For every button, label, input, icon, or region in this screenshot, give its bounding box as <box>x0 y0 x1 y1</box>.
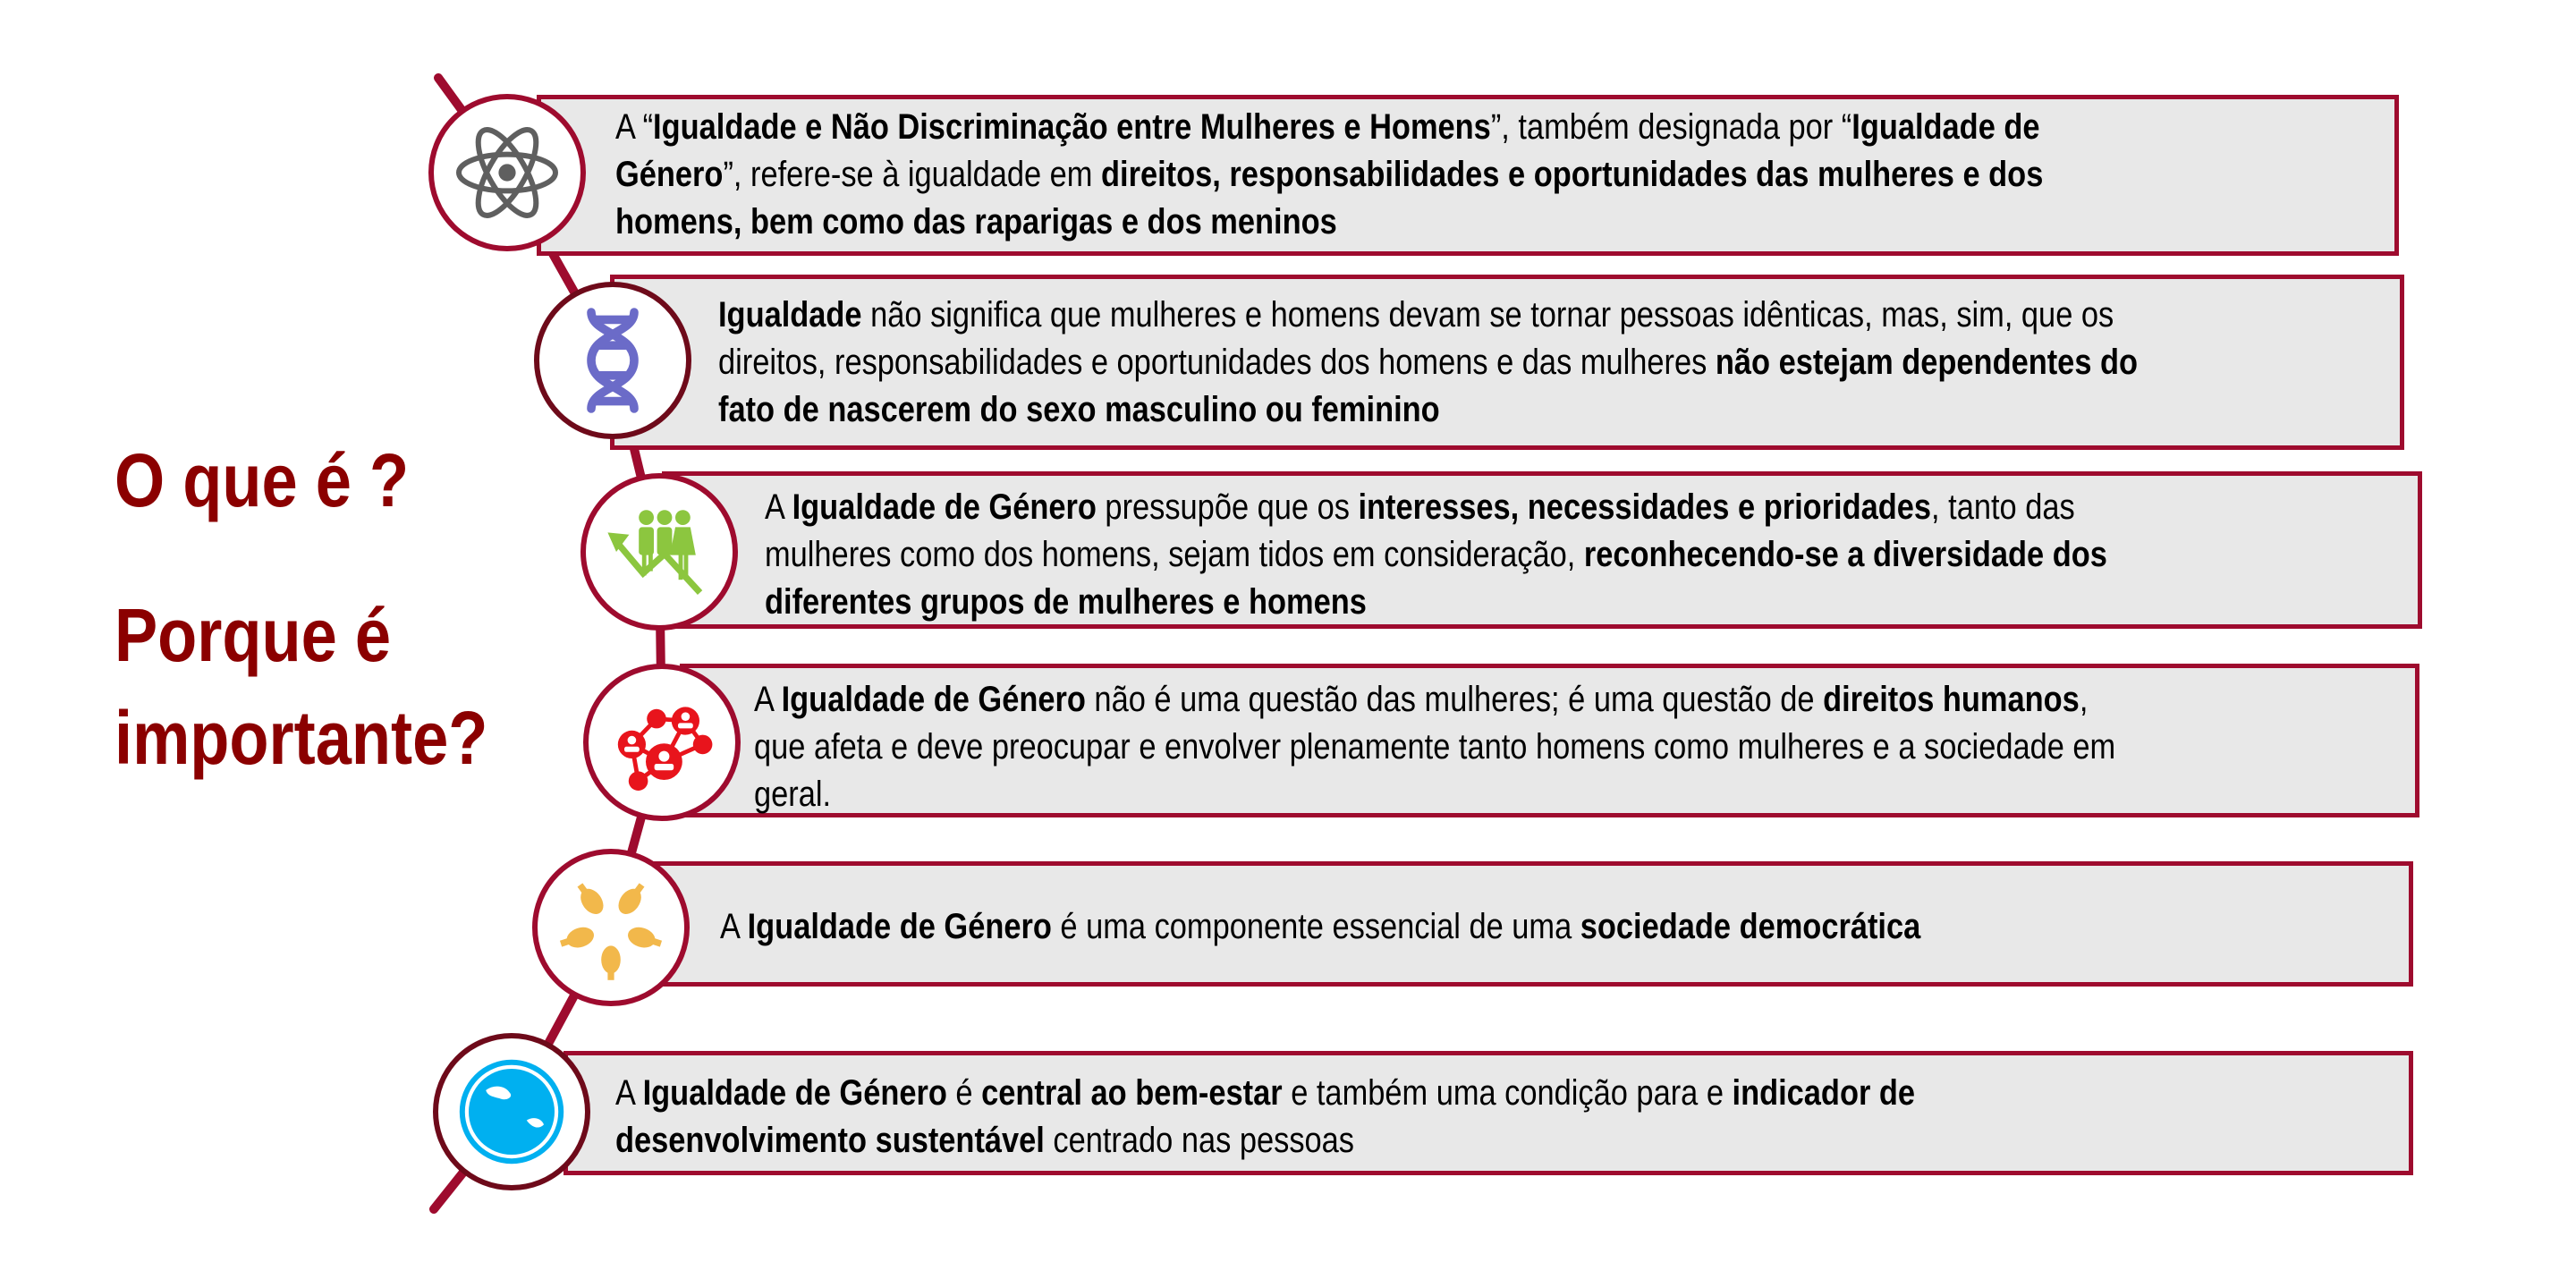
body-text: , <box>2079 680 2089 719</box>
icon-circle-1 <box>428 94 586 251</box>
statement-line <box>718 386 2138 434</box>
statement-line <box>720 903 1920 951</box>
statement-line <box>765 579 2107 626</box>
emphasis-text: homens, bem como das raparigas e dos meninos <box>615 202 1337 241</box>
body-text: A “ <box>615 107 654 147</box>
statement-text-6 <box>615 1070 1915 1165</box>
globe-icon <box>458 1058 565 1165</box>
hands-icon <box>557 874 665 981</box>
network-icon <box>608 689 716 796</box>
statement-line <box>615 199 2043 246</box>
body-text: não significa que mulheres e homens devam se tornar pessoas idênticas, mas, sim, que os <box>861 295 2114 335</box>
emphasis-text: central ao bem-estar <box>981 1073 1283 1113</box>
statement-line <box>615 1070 1915 1117</box>
statement-line <box>615 104 2043 151</box>
statement-line <box>718 339 2138 386</box>
heading-why-important-line2: importante? <box>114 696 488 780</box>
body-text: A <box>754 680 782 719</box>
body-text: e também uma condição para e <box>1282 1073 1733 1113</box>
icon-circle-4 <box>583 664 741 821</box>
emphasis-text: direitos, responsabilidades e oportunidades das mulheres e dos <box>1101 155 2044 194</box>
emphasis-text: fato de nascerem do sexo masculino ou feminino <box>718 390 1440 429</box>
statement-line <box>754 676 2115 724</box>
body-text: pressupõe que os <box>1096 487 1359 527</box>
body-text: não é uma questão das mulheres; é uma questão de <box>1085 680 1824 719</box>
emphasis-text: Igualdade de Género <box>747 907 1052 946</box>
body-text: ”, também designada por “ <box>1490 107 1852 147</box>
statement-line <box>754 724 2115 771</box>
body-text: mulheres como dos homens, sejam tidos em consideração, <box>765 535 1584 574</box>
emphasis-text: direitos humanos <box>1823 680 2080 719</box>
body-text: A <box>720 907 748 946</box>
emphasis-text: indicador de <box>1732 1073 1916 1113</box>
body-text: A <box>615 1073 643 1113</box>
emphasis-text: diferentes grupos de mulheres e homens <box>765 582 1367 622</box>
body-text: A <box>765 487 792 527</box>
emphasis-text: interesses, necessidades e prioridades <box>1358 487 1932 527</box>
statement-text-4 <box>754 676 2115 818</box>
emphasis-text: não estejam dependentes do <box>1715 343 2139 382</box>
statement-text-1 <box>615 104 2043 246</box>
statement-line <box>765 531 2107 579</box>
statement-text-5 <box>720 903 1920 951</box>
body-text: , tanto das <box>1931 487 2075 527</box>
statement-line <box>765 484 2107 531</box>
icon-circle-6 <box>433 1033 590 1190</box>
statement-text-3 <box>765 484 2107 626</box>
dna-icon <box>559 307 666 414</box>
emphasis-text: Igualdade de Género <box>781 680 1086 719</box>
statement-line <box>615 1117 1915 1165</box>
emphasis-text: Igualdade e Não Discriminação entre Mulheres e Homens <box>653 107 1491 147</box>
emphasis-text: sociedade democrática <box>1580 907 1921 946</box>
icon-circle-5 <box>532 849 690 1006</box>
body-text: centrado nas pessoas <box>1044 1121 1354 1160</box>
statement-line <box>754 771 2115 818</box>
body-text: geral. <box>754 775 832 814</box>
emphasis-text: desenvolvimento sustentável <box>615 1121 1045 1160</box>
emphasis-text: Igualdade de Género <box>642 1073 947 1113</box>
body-text: que afeta e deve preocupar e envolver plenamente tanto homens como mulheres e a sociedade em <box>754 727 2116 767</box>
body-text: é <box>946 1073 982 1113</box>
statement-line <box>718 292 2138 339</box>
atom-icon <box>453 119 561 226</box>
emphasis-text: Igualdade de <box>1852 107 2040 147</box>
body-text: direitos, responsabilidades e oportunidades dos homens e das mulheres <box>718 343 1716 382</box>
icon-circle-2 <box>534 282 691 439</box>
icon-circle-3 <box>580 473 738 631</box>
emphasis-text: Género <box>615 155 724 194</box>
statement-text-2 <box>718 292 2138 434</box>
statement-line <box>615 151 2043 199</box>
body-text: ”, refere-se à igualdade em <box>723 155 1102 194</box>
people-growth-icon <box>606 498 713 606</box>
heading-why-important-line1: Porque é <box>114 593 392 677</box>
body-text: é uma componente essencial de uma <box>1051 907 1580 946</box>
emphasis-text: reconhecendo-se a diversidade dos <box>1583 535 2107 574</box>
emphasis-text: Igualdade de Género <box>792 487 1097 527</box>
heading-what-is: O que é ? <box>114 438 410 522</box>
emphasis-text: Igualdade <box>718 295 862 335</box>
